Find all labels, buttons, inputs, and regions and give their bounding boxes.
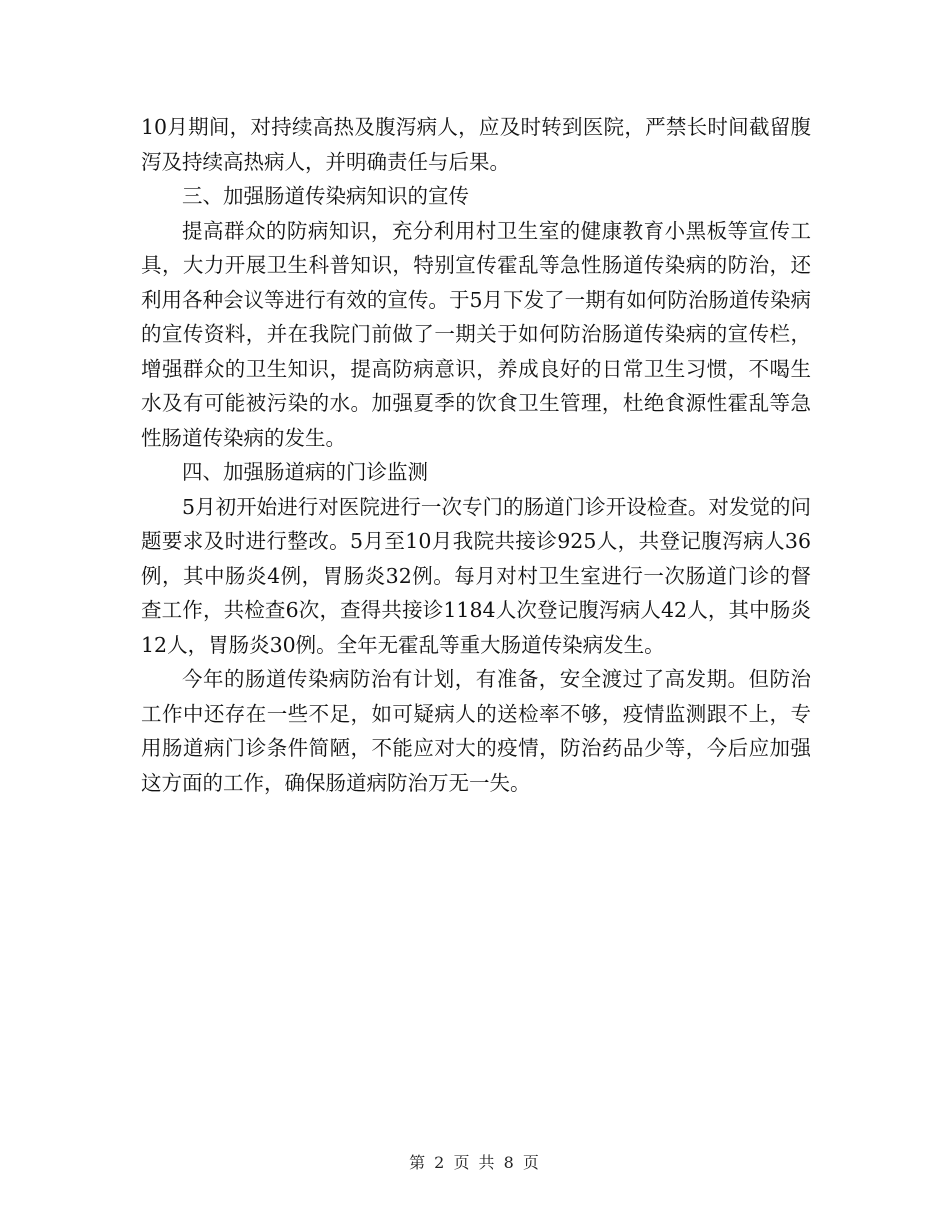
page-number-footer: 第 2 页 共 8 页 (409, 1153, 541, 1172)
paragraph-continued: 10月期间，对持续高热及腹泻病人，应及时转到医院，严禁长时间截留腹泻及持续高热病人，并明确责任与后果。 (141, 115, 811, 174)
document-body (141, 110, 811, 800)
section-heading-3: 三、加强肠道传染病知识的宣传 (182, 184, 469, 208)
paragraph-summary: 今年的肠道传染病防治有计划，有准备，安全渡过了高发期。但防治工作中还存在一些不足，如可疑病人的送检率不够，疫情监测跟不上，专用肠道病门诊条件简陋，不能应对大的疫情，防治药品少等，今后应加强这方面的工作，确保肠道病防治万无一失。 (141, 667, 811, 795)
section-heading-4: 四、加强肠道病的门诊监测 (182, 460, 428, 484)
paragraph-monitoring: 5月初开始进行对医院进行一次专门的肠道门诊开设检查。对发觉的问题要求及时进行整改。5月至10月我院共接诊925人，共登记腹泻病人36例，其中肠炎4例，胃肠炎32例。每月对村卫生室进行一次肠道门诊的督查工作，共检查6次，查得共接诊1184人次登记腹泻病人42人，其中肠炎12人，胃肠炎30例。全年无霍乱等重大肠道传染病发生。 (141, 494, 811, 657)
paragraph-publicity: 提高群众的防病知识，充分利用村卫生室的健康教育小黑板等宣传工具，大力开展卫生科普知识，特别宣传霍乱等急性肠道传染病的防治，还利用各种会议等进行有效的宣传。于5月下发了一期有如何防治肠道传染病的宣传资料，并在我院门前做了一期关于如何防治肠道传染病的宣传栏，增强群众的卫生知识，提高防病意识，养成良好的日常卫生习惯，不喝生水及有可能被污染的水。加强夏季的饮食卫生管理，杜绝食源性霍乱等急性肠道传染病的发生。 (141, 218, 811, 450)
